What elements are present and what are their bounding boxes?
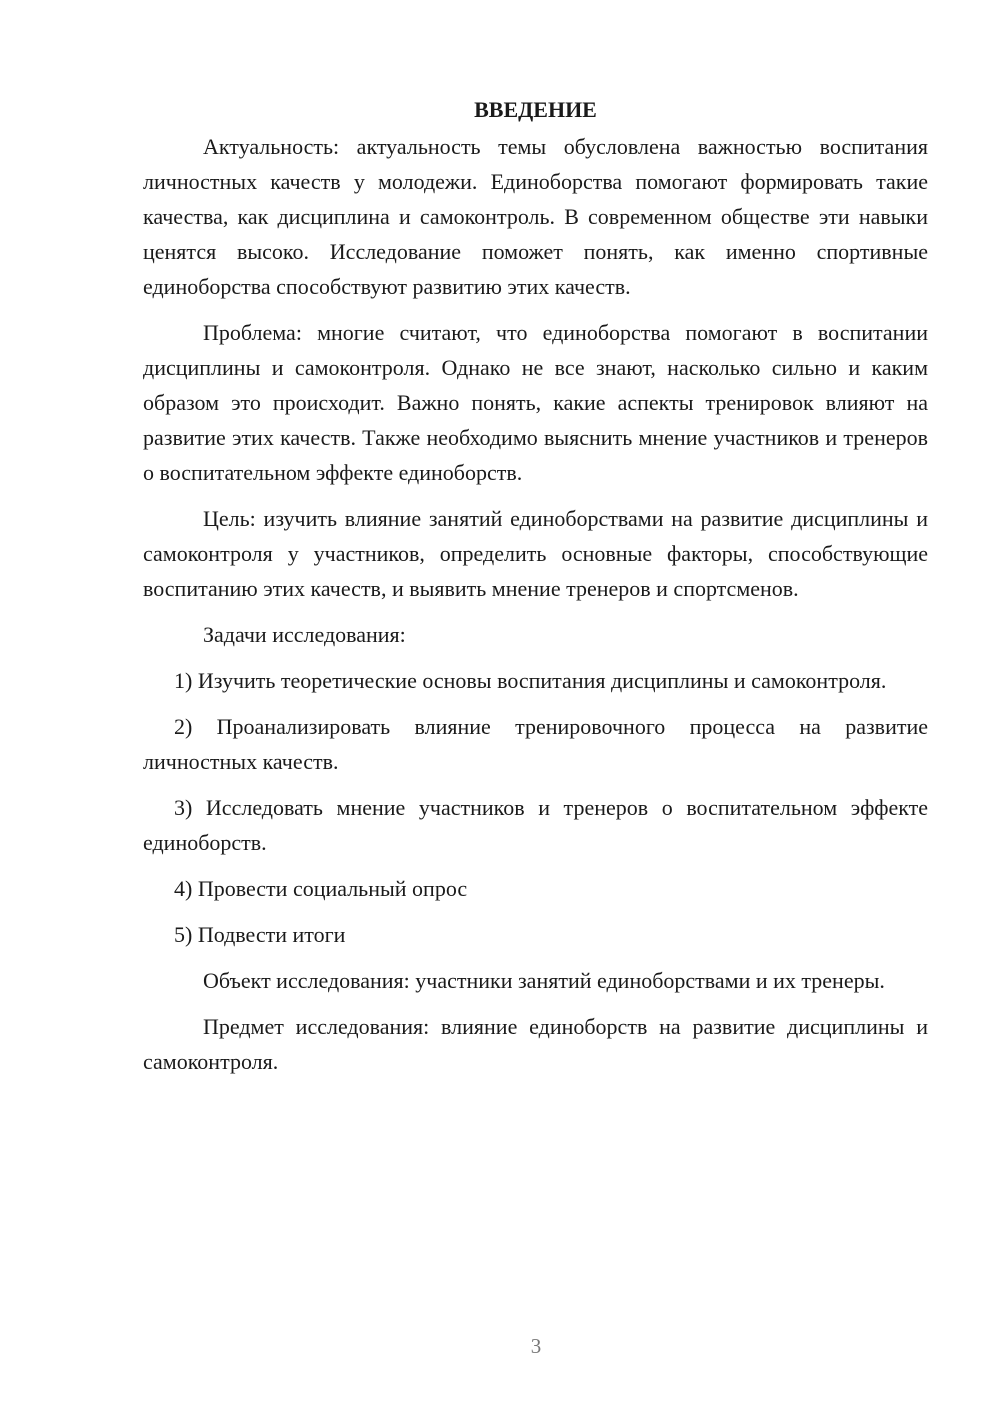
task-item-1: 1) Изучить теоретические основы воспитания дисциплины и самоконтроля. [174, 668, 887, 693]
paragraph-tasks-heading: Задачи исследования: [203, 622, 406, 647]
section-title: ВВЕДЕНИЕ [474, 97, 597, 122]
paragraph-subject: Предмет исследования: влияние единоборств на развитие дисциплины и самоконтроля. [143, 1014, 928, 1074]
page-number: 3 [530, 1334, 542, 1358]
task-item-4: 4) Провести социальный опрос [174, 876, 468, 901]
paragraph-goal: Цель: изучить влияние занятий единоборствами на развитие дисциплины и самоконтроля у участников, определить основные факторы, способствующие воспитанию этих качеств, и выявить мнение тренеров и спортсменов. [143, 506, 928, 601]
task-item-3: 3) Исследовать мнение участников и тренеров о воспитательном эффекте единоборств. [143, 795, 928, 855]
task-item-5: 5) Подвести итоги [174, 922, 346, 947]
paragraph-relevance: Актуальность: актуальность темы обусловлена важностью воспитания личностных качеств у молодежи. Единоборства помогают формировать такие качества, как дисциплина и самоконтроль. В современном обществе эти навыки ценятся высоко. Исследование поможет понять, как именно спортивные единоборства способствуют развитию этих качеств. [143, 134, 928, 299]
task-item-2: 2) Проанализировать влияние тренировочного процесса на развитие личностных качеств. [143, 714, 928, 774]
paragraph-problem: Проблема: многие считают, что единоборства помогают в воспитании дисциплины и самоконтроля. Однако не все знают, насколько сильно и каким образом это происходит. Важно понять, какие аспекты тренировок влияют на развитие этих качеств. Также необходимо выяснить мнение участников и тренеров о воспитательном эффекте единоборств. [143, 320, 928, 485]
document-page [143, 92, 928, 1090]
paragraph-object: Объект исследования: участники занятий единоборствами и их тренеры. [203, 968, 885, 993]
